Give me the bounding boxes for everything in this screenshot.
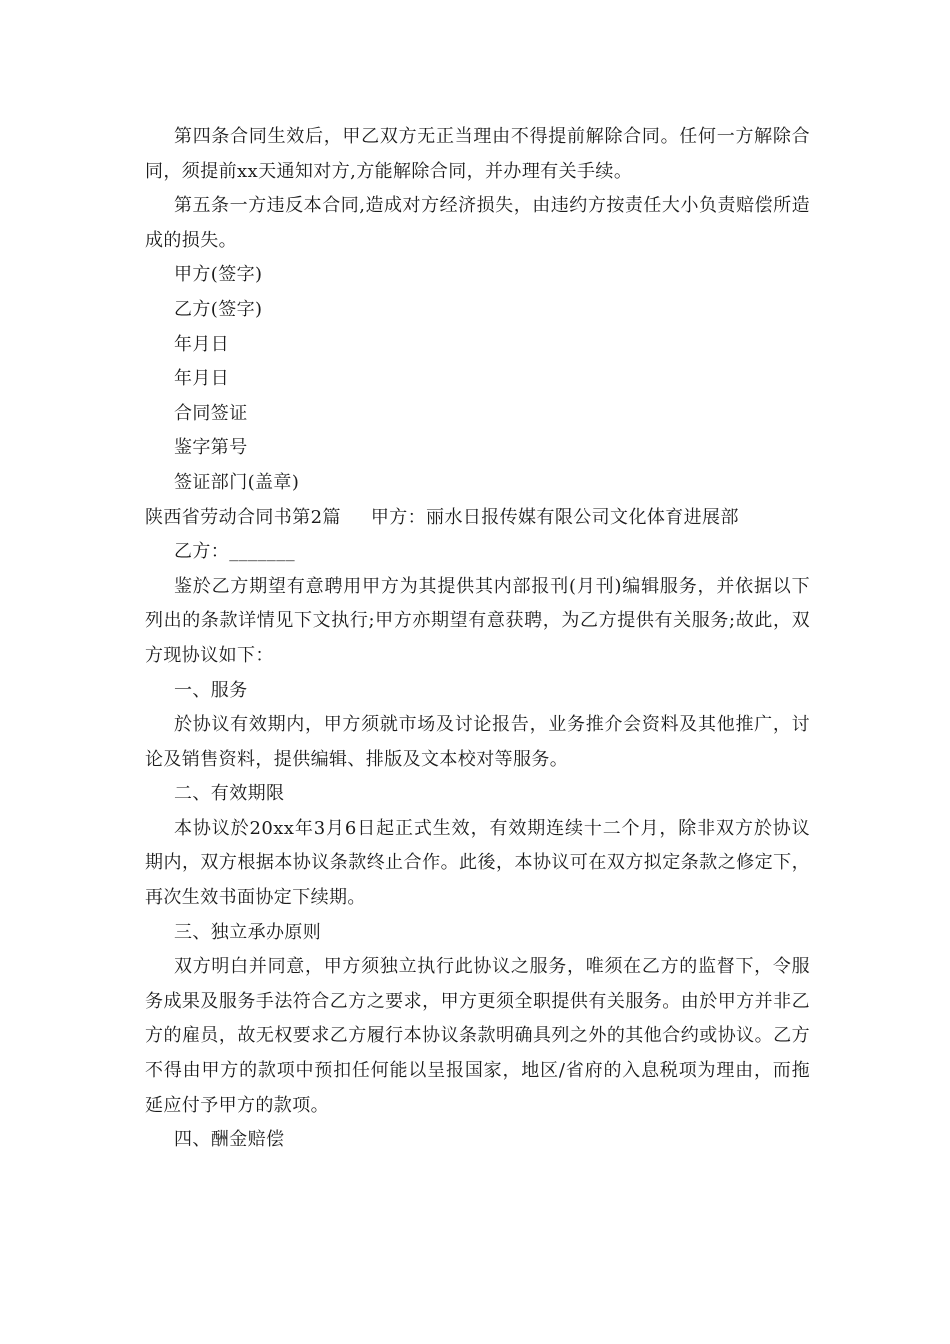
party-b-signature: 乙方(签字) bbox=[174, 298, 263, 320]
heading-services: 一、服务 bbox=[174, 679, 248, 701]
party-a-signature: 甲方(签字) bbox=[174, 264, 263, 286]
independent-text: 双方明白并同意，甲方须独立执行此协议之服务，唯须在乙方的监督下，令服务成果及服务手法符合乙方之要求，甲方更须全职提供有关服务。由於甲方并非乙方的雇员，故无权要求乙方履行本协议条款明确具列之外的其他合约或协议。乙方不得由甲方的款项中预扣任何能以呈报国家，地区/省府的入息税项为理由，而拖延应付予甲方的款项。 bbox=[145, 956, 810, 1116]
party-b-name: 乙方：_______ bbox=[174, 541, 295, 563]
contract-certification: 合同签证 bbox=[174, 402, 248, 424]
preamble: 鉴於乙方期望有意聘用甲方为其提供其内部报刊(月刊)编辑服务，并依据以下列出的条款详情见下文执行;甲方亦期望有意获聘，为乙方提供有关服务;故此，双方现协议如下： bbox=[145, 575, 810, 666]
services-text: 於协议有效期内，甲方须就市场及讨论报告，业务推介会资料及其他推广，讨论及销售资料，提供编辑、排版及文本校对等服务。 bbox=[145, 714, 810, 770]
section-title: 陕西省劳动合同书第2篇 bbox=[145, 506, 341, 528]
certification-department: 签证部门(盖章) bbox=[174, 471, 300, 493]
clause-four: 第四条合同生效后，甲乙双方无正当理由不得提前解除合同。任何一方解除合同，须提前xx天通知对方,方能解除合同，并办理有关手续。 bbox=[145, 126, 810, 182]
heading-term: 二、有效期限 bbox=[174, 783, 285, 805]
section-heading-line bbox=[145, 501, 810, 536]
date-line-2: 年月日 bbox=[174, 368, 230, 390]
heading-independent: 三、独立承办原则 bbox=[174, 921, 322, 943]
party-a-name: 甲方：丽水日报传媒有限公司文化体育进展部 bbox=[370, 506, 739, 528]
term-text: 本协议於20xx年3月6日起正式生效，有效期连续十二个月，除非双方於协议期内，双方根据本协议条款终止合作。此後，本协议可在双方拟定条款之修定下，再次生效书面协定下续期。 bbox=[145, 817, 810, 909]
certification-number: 鉴字第号 bbox=[174, 437, 248, 459]
clause-five: 第五条一方违反本合同,造成对方经济损失，由违约方按责任大小负责赔偿所造成的损失。 bbox=[145, 195, 810, 251]
date-line-1: 年月日 bbox=[174, 333, 230, 355]
heading-compensation: 四、酬金赔偿 bbox=[174, 1129, 285, 1151]
document-body bbox=[145, 120, 810, 1158]
